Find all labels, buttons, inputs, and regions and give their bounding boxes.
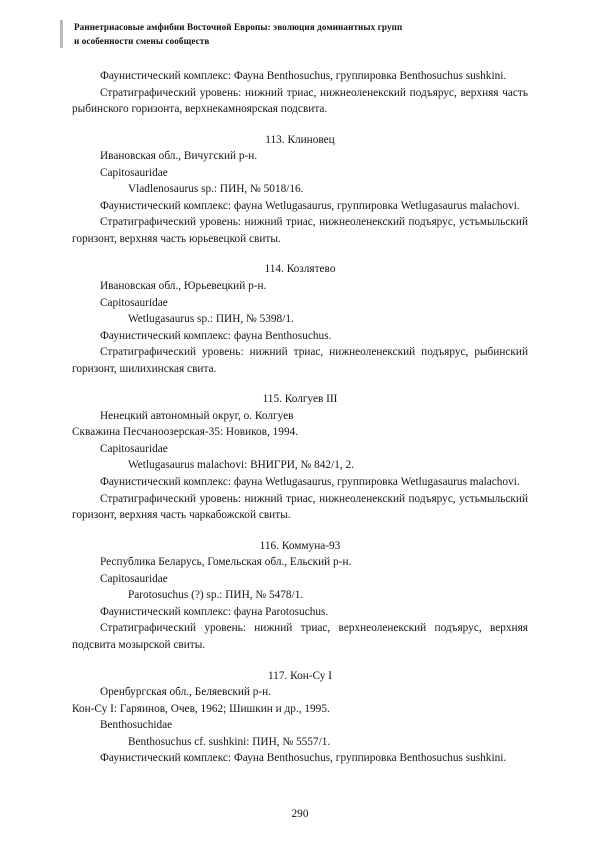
entry-116: [72, 538, 528, 654]
entry-family: Capitosauridae: [100, 296, 168, 309]
entry-115: [72, 391, 528, 523]
page-number: 290: [291, 808, 309, 820]
entry-fauna-complex: Фаунистический комплекс: Фауна Benthosuchus, группировка Benthosuchus sushkini.: [100, 752, 507, 765]
entry-specimen: Wetlugasaurus sp.: ПИН, № 5398/1.: [128, 313, 294, 326]
entry-family: Benthosuchidae: [100, 719, 173, 732]
entry-heading: 117. Кон-Су I: [267, 669, 333, 682]
entry-strat-level: Стратиграфический уровень: нижний триас, нижнеоленекский подъярус, устьмыльский горизонт, верхняя часть чаркабожской свиты.: [72, 492, 528, 522]
body-column: [72, 68, 528, 767]
entry-specimen: Benthosuchus cf. sushkini: ПИН, № 5557/1.: [128, 735, 331, 748]
entry-family: Capitosauridae: [100, 166, 168, 179]
running-head-rule: [60, 20, 63, 48]
entry-specimen: Wetlugasaurus malachovi: ВНИГРИ, № 842/1, 2.: [128, 459, 354, 472]
entry-family: Capitosauridae: [100, 442, 168, 455]
entry-locality: Ненецкий автономный округ, о. Колгуев: [100, 409, 294, 422]
entry-113: [72, 132, 528, 248]
entry-reference: Скважина Песчаноозерская-35: Новиков, 1994.: [72, 426, 299, 439]
entry-heading: 113. Клиновец: [265, 133, 335, 146]
entry-fauna-complex: Фаунистический комплекс: фауна Wetlugasaurus, группировка Wetlugasaurus malachovi.: [100, 199, 520, 212]
entry-reference: Кон-Су I: Гаряинов, Очев, 1962; Шишкин и др., 1995.: [72, 702, 330, 715]
entry-family: Capitosauridae: [100, 572, 168, 585]
entry-strat-level: Стратиграфический уровень: нижний триас, нижнеоленекский подъярус, рыбинский горизонт, шилихинская свита.: [72, 346, 528, 375]
intro-fauna-complex: Фаунистический комплекс: Фауна Benthosuchus, группировка Benthosuchus sushkini.: [100, 70, 507, 82]
entry-heading: 115. Колгуев III: [262, 393, 338, 406]
entry-strat-level: Стратиграфический уровень: нижний триас, нижнеоленекский подъярус, устьмыльский горизонт, верхняя часть юрьевецкой свиты.: [72, 216, 528, 245]
entry-fauna-complex: Фаунистический комплекс: фауна Parotosuchus.: [100, 605, 329, 618]
entry-locality: Республика Беларусь, Гомельская обл., Ельский р-н.: [100, 556, 352, 569]
entry-strat-level: Стратиграфический уровень: нижний триас, верхнеоленекский подъярус, верхняя подсвита мозырской свиты.: [72, 622, 528, 651]
entry-heading: 114. Козлятево: [264, 263, 336, 276]
running-head-line-1: Раннетриасовые амфибии Восточной Европы: эволюция доминантных групп: [74, 22, 403, 32]
running-head-line-2: и особенности смены сообществ: [74, 36, 210, 47]
intro-strat-level: Стратиграфический уровень: нижний триас, нижнеоленекский подъярус, верхняя часть рыбинского горизонта, верхнекамноярская подсвита.: [72, 86, 528, 116]
running-head-text: [74, 20, 402, 48]
entry-locality: Оренбургская обл., Беляевский р-н.: [100, 686, 272, 699]
entry-114: [72, 261, 528, 377]
entry-heading: 116. Коммуна-93: [259, 539, 341, 552]
entry-117: [72, 668, 528, 767]
entry-locality: Ивановская обл., Юрьевецкий р-н.: [100, 280, 267, 293]
entry-specimen: Parotosuchus (?) sp.: ПИН, № 5478/1.: [128, 589, 304, 602]
entry-specimen: Vladlenosaurus sp.: ПИН, № 5018/16.: [128, 183, 304, 196]
running-head: [60, 20, 530, 48]
entry-locality: Ивановская обл., Вичугский р-н.: [100, 150, 258, 163]
entry-fauna-complex: Фаунистический комплекс: фауна Wetlugasaurus, группировка Wetlugasaurus malachovi.: [100, 476, 520, 489]
entry-fauna-complex: Фаунистический комплекс: фауна Benthosuchus.: [100, 329, 332, 342]
